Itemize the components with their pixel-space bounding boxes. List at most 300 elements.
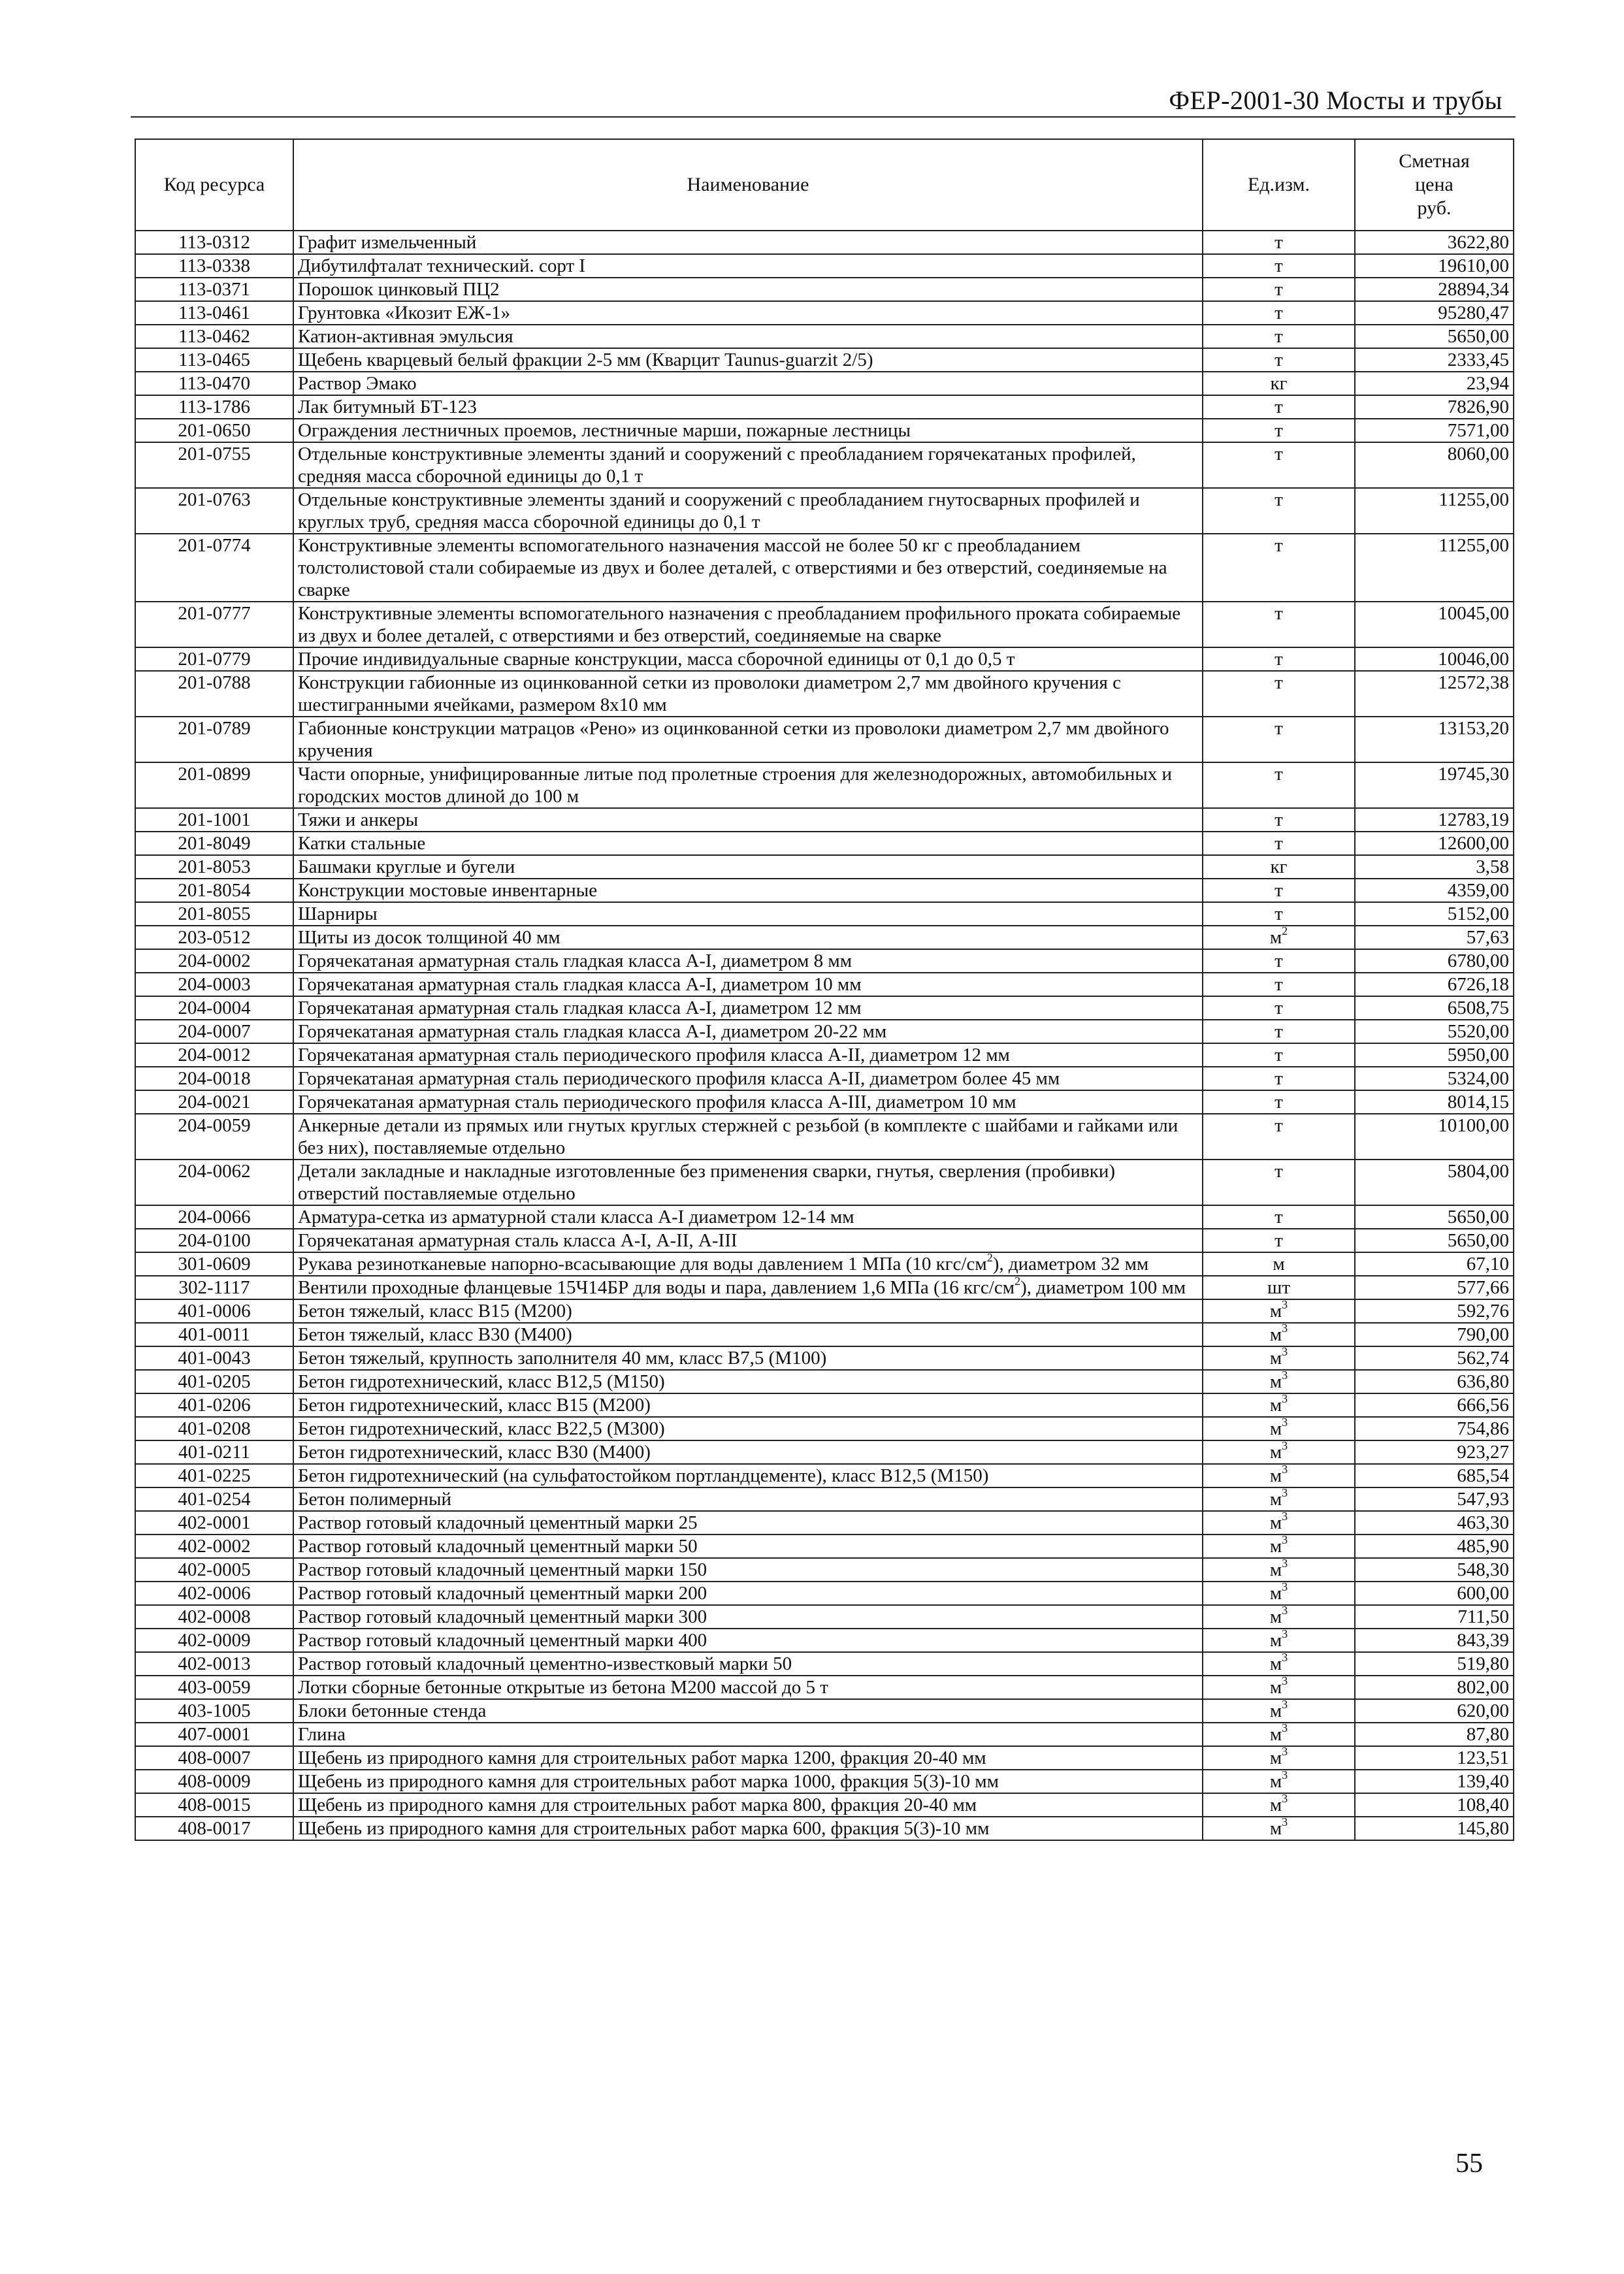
price-cell: 11255,00 xyxy=(1355,488,1514,534)
table-header-row xyxy=(135,139,1514,231)
price-cell: 3,58 xyxy=(1355,855,1514,879)
column-header-code xyxy=(135,139,293,231)
unit-cell xyxy=(1203,647,1355,671)
column-header-unit xyxy=(1203,139,1355,231)
unit-label: м xyxy=(1269,1512,1282,1533)
resource-code-cell: 204-0004 xyxy=(135,996,293,1020)
resource-name-part: Вентили проходные фланцевые 15Ч14БР для воды и пара, давлением 1,6 МПа (16 кгс/см xyxy=(298,1277,1015,1298)
resource-name-cell: Бетон гидротехнический (на сульфатостойком портландцементе), класс В12,5 (М150) xyxy=(293,1464,1203,1487)
table-row xyxy=(135,973,1514,996)
resource-name-part: ), диаметром 32 мм xyxy=(992,1254,1149,1275)
resource-name-superscript: 2 xyxy=(986,1251,993,1265)
resource-code-cell: 201-0763 xyxy=(135,488,293,534)
table-row xyxy=(135,1746,1514,1770)
unit-superscript: 3 xyxy=(1282,1416,1288,1429)
unit-cell xyxy=(1203,879,1355,902)
unit-label: м xyxy=(1269,1630,1282,1651)
unit-label: м xyxy=(1269,1324,1282,1345)
price-cell: 5324,00 xyxy=(1355,1067,1514,1090)
resource-code-cell: 402-0002 xyxy=(135,1535,293,1558)
unit-label: м xyxy=(1269,1795,1282,1815)
table-row xyxy=(135,1605,1514,1629)
unit-superscript: 3 xyxy=(1282,1674,1288,1688)
unit-cell xyxy=(1203,1817,1355,1840)
unit-label: т xyxy=(1275,397,1283,417)
resource-name-part: Рукава резинотканевые напорно-всасывающие для воды давлением 1 МПа (10 кгс/см xyxy=(298,1254,987,1275)
resource-code-cell: 408-0015 xyxy=(135,1793,293,1817)
resource-name-cell: Бетон гидротехнический, класс В22,5 (М300) xyxy=(293,1417,1203,1440)
table-row xyxy=(135,1393,1514,1417)
price-cell: 10045,00 xyxy=(1355,602,1514,647)
price-cell: 12600,00 xyxy=(1355,832,1514,855)
unit-superscript: 3 xyxy=(1282,1463,1288,1476)
unit-label: м xyxy=(1269,1395,1282,1416)
resource-name-cell: Горячекатаная арматурная сталь гладкая класса А-I, диаметром 8 мм xyxy=(293,949,1203,973)
resource-name-cell: Раствор готовый кладочный цементно-известковый марки 50 xyxy=(293,1652,1203,1676)
unit-label: м xyxy=(1269,1583,1282,1604)
price-cell: 13153,20 xyxy=(1355,717,1514,762)
unit-label: т xyxy=(1275,279,1283,300)
resource-name-cell: Раствор готовый кладочный цементный марки 200 xyxy=(293,1582,1203,1605)
resource-code-cell: 113-1786 xyxy=(135,395,293,419)
unit-cell xyxy=(1203,949,1355,973)
unit-cell xyxy=(1203,1043,1355,1067)
price-cell: 19610,00 xyxy=(1355,254,1514,278)
price-cell: 5650,00 xyxy=(1355,1205,1514,1229)
table-row xyxy=(135,419,1514,442)
unit-label: т xyxy=(1275,998,1283,1018)
unit-label: м xyxy=(1269,1301,1282,1322)
unit-label: т xyxy=(1275,809,1283,830)
resource-code-cell: 204-0021 xyxy=(135,1090,293,1114)
resource-name-cell: Бетон гидротехнический, класс В30 (М400) xyxy=(293,1440,1203,1464)
unit-label: м xyxy=(1269,1418,1282,1439)
resource-name-cell: Горячекатаная арматурная сталь гладкая класса А-I, диаметром 20-22 мм xyxy=(293,1020,1203,1043)
unit-superscript: 3 xyxy=(1282,1604,1288,1617)
resource-code-cell: 201-0755 xyxy=(135,442,293,488)
table-row xyxy=(135,762,1514,808)
resource-name-cell: Отдельные конструктивные элементы зданий и сооружений с преобладанием гнутосварных профилей и круглых труб, средняя масса сборочной единицы до 0,1 т xyxy=(293,488,1203,534)
resource-name-cell: Бетон тяжелый, класс В30 (М400) xyxy=(293,1323,1203,1346)
price-cell: 28894,34 xyxy=(1355,278,1514,301)
unit-label: т xyxy=(1275,1161,1283,1182)
unit-label: м xyxy=(1269,1465,1282,1486)
unit-cell xyxy=(1203,325,1355,348)
resource-code-cell: 401-0211 xyxy=(135,1440,293,1464)
column-header-price-line1: Сметная xyxy=(1399,150,1470,172)
price-cell: 139,40 xyxy=(1355,1770,1514,1793)
price-cell: 2333,45 xyxy=(1355,348,1514,372)
price-cell: 666,56 xyxy=(1355,1393,1514,1417)
unit-cell xyxy=(1203,808,1355,832)
resource-code-cell: 402-0006 xyxy=(135,1582,293,1605)
resource-name-superscript: 2 xyxy=(1015,1275,1021,1288)
resource-name-cell: Раствор готовый кладочный цементный марки 50 xyxy=(293,1535,1203,1558)
resource-name-cell: Щебень из природного камня для строительных работ марка 600, фракция 5(3)-10 мм xyxy=(293,1817,1203,1840)
table-row xyxy=(135,879,1514,902)
table-row xyxy=(135,902,1514,926)
unit-cell xyxy=(1203,231,1355,254)
resource-code-cell: 402-0009 xyxy=(135,1629,293,1652)
price-cell: 12783,19 xyxy=(1355,808,1514,832)
table-row xyxy=(135,1793,1514,1817)
table-row xyxy=(135,1699,1514,1723)
column-header-price xyxy=(1355,139,1514,231)
column-header-price-line2: цена xyxy=(1415,174,1453,195)
unit-label: т xyxy=(1275,903,1283,924)
unit-label: м xyxy=(1269,1348,1282,1369)
resource-name-cell: Лак битумный БТ-123 xyxy=(293,395,1203,419)
resource-code-cell: 204-0012 xyxy=(135,1043,293,1067)
resource-name-cell: Раствор готовый кладочный цементный марки 150 xyxy=(293,1558,1203,1582)
unit-cell xyxy=(1203,996,1355,1020)
table-row xyxy=(135,254,1514,278)
resource-code-cell: 204-0003 xyxy=(135,973,293,996)
resource-code-cell: 113-0312 xyxy=(135,231,293,254)
resource-code-cell: 113-0371 xyxy=(135,278,293,301)
table-row xyxy=(135,926,1514,949)
unit-superscript: 3 xyxy=(1282,1369,1288,1382)
unit-cell xyxy=(1203,1114,1355,1160)
resource-code-cell: 403-1005 xyxy=(135,1699,293,1723)
unit-label: м xyxy=(1269,1771,1282,1792)
unit-cell xyxy=(1203,1323,1355,1346)
unit-label: т xyxy=(1275,1207,1283,1227)
table-row xyxy=(135,1558,1514,1582)
price-cell: 7826,90 xyxy=(1355,395,1514,419)
unit-superscript: 3 xyxy=(1282,1486,1288,1500)
price-cell: 562,74 xyxy=(1355,1346,1514,1370)
resource-name-cell: Щебень из природного камня для строительных работ марка 1200, фракция 20-40 мм xyxy=(293,1746,1203,1770)
table-row xyxy=(135,325,1514,348)
resource-name-cell: Графит измельченный xyxy=(293,231,1203,254)
unit-cell xyxy=(1203,254,1355,278)
price-cell: 6508,75 xyxy=(1355,996,1514,1020)
unit-label: м xyxy=(1269,1653,1282,1674)
resource-name-cell xyxy=(293,1252,1203,1276)
table-row xyxy=(135,1370,1514,1393)
table-row xyxy=(135,996,1514,1020)
table-row xyxy=(135,1417,1514,1440)
resource-name-cell: Бетон гидротехнический, класс В15 (М200) xyxy=(293,1393,1203,1417)
resource-name-cell: Горячекатаная арматурная сталь класса А-I, А-II, А-III xyxy=(293,1229,1203,1252)
resource-code-cell: 201-0777 xyxy=(135,602,293,647)
price-cell: 57,63 xyxy=(1355,926,1514,949)
resource-code-cell: 201-8049 xyxy=(135,832,293,855)
unit-cell xyxy=(1203,348,1355,372)
unit-label: м xyxy=(1269,1677,1282,1698)
resource-code-cell: 204-0002 xyxy=(135,949,293,973)
column-header-name-label: Наименование xyxy=(687,174,809,195)
unit-cell xyxy=(1203,832,1355,855)
price-cell: 5804,00 xyxy=(1355,1160,1514,1205)
resource-code-cell: 113-0462 xyxy=(135,325,293,348)
unit-cell xyxy=(1203,926,1355,949)
column-header-unit-label: Ед.изм. xyxy=(1247,174,1310,195)
unit-superscript: 3 xyxy=(1282,1533,1288,1547)
unit-cell xyxy=(1203,1676,1355,1699)
unit-label: т xyxy=(1275,764,1283,785)
price-cell: 577,66 xyxy=(1355,1276,1514,1299)
unit-label: т xyxy=(1275,880,1283,901)
unit-label: м xyxy=(1269,1489,1282,1510)
resource-name-cell: Конструктивные элементы вспомогательного назначения с преобладанием профильного проката собираемые из двух и более деталей, с отверстиями и без отверстий, соединяемые на сварке xyxy=(293,602,1203,647)
price-cell: 11255,00 xyxy=(1355,534,1514,602)
unit-superscript: 3 xyxy=(1282,1439,1288,1453)
resource-code-cell: 408-0009 xyxy=(135,1770,293,1793)
unit-label: т xyxy=(1275,255,1283,276)
price-cell: 4359,00 xyxy=(1355,879,1514,902)
price-cell: 5152,00 xyxy=(1355,902,1514,926)
resource-name-cell: Горячекатаная арматурная сталь периодического профиля класса А-III, диаметром 10 мм xyxy=(293,1090,1203,1114)
resource-code-cell: 201-8054 xyxy=(135,879,293,902)
resource-name-cell: Арматура-сетка из арматурной стали класса А-I диаметром 12-14 мм xyxy=(293,1205,1203,1229)
price-cell: 600,00 xyxy=(1355,1582,1514,1605)
table-row xyxy=(135,1440,1514,1464)
unit-cell xyxy=(1203,1629,1355,1652)
table-row xyxy=(135,1676,1514,1699)
price-cell: 67,10 xyxy=(1355,1252,1514,1276)
table-row xyxy=(135,301,1514,325)
table-row xyxy=(135,671,1514,717)
resource-code-cell: 204-0018 xyxy=(135,1067,293,1090)
unit-label: м xyxy=(1269,1700,1282,1721)
price-cell: 145,80 xyxy=(1355,1817,1514,1840)
resource-name-cell: Конструктивные элементы вспомогательного назначения массой не более 50 кг с преобладанием толстолистовой стали собираемые из двух и более деталей, с отверстиями и без отверстий, соединяемые на сварке xyxy=(293,534,1203,602)
unit-cell xyxy=(1203,1652,1355,1676)
resource-code-cell: 401-0006 xyxy=(135,1299,293,1323)
unit-label: т xyxy=(1275,232,1283,253)
unit-label: т xyxy=(1275,649,1283,670)
resource-code-cell: 408-0017 xyxy=(135,1817,293,1840)
resource-name-cell: Щебень кварцевый белый фракции 2-5 мм (Кварцит Taunus-guarzit 2/5) xyxy=(293,348,1203,372)
price-cell: 95280,47 xyxy=(1355,301,1514,325)
column-header-name xyxy=(293,139,1203,231)
unit-cell xyxy=(1203,1346,1355,1370)
resource-name-cell: Бетон полимерный xyxy=(293,1487,1203,1511)
resource-code-cell: 401-0011 xyxy=(135,1323,293,1346)
unit-cell xyxy=(1203,671,1355,717)
unit-cell xyxy=(1203,973,1355,996)
unit-label: т xyxy=(1275,349,1283,370)
resource-code-cell: 201-8055 xyxy=(135,902,293,926)
unit-superscript: 3 xyxy=(1282,1298,1288,1312)
unit-label: м xyxy=(1269,1724,1282,1745)
unit-cell xyxy=(1203,1605,1355,1629)
unit-label: м xyxy=(1269,1747,1282,1768)
table-row xyxy=(135,949,1514,973)
unit-superscript: 2 xyxy=(1282,924,1288,938)
resource-code-cell: 201-0789 xyxy=(135,717,293,762)
resource-code-cell: 201-8053 xyxy=(135,855,293,879)
resource-name-part: ), диаметром 100 мм xyxy=(1020,1277,1186,1298)
column-header-code-label: Код ресурса xyxy=(163,174,265,195)
resource-code-cell: 201-1001 xyxy=(135,808,293,832)
price-cell: 923,27 xyxy=(1355,1440,1514,1464)
table-row xyxy=(135,278,1514,301)
resource-name-cell: Блоки бетонные стенда xyxy=(293,1699,1203,1723)
unit-label: т xyxy=(1275,489,1283,510)
table-row xyxy=(135,1043,1514,1067)
table-row xyxy=(135,442,1514,488)
unit-label: м xyxy=(1269,1442,1282,1463)
table-row xyxy=(135,1067,1514,1090)
resource-name-cell: Горячекатаная арматурная сталь периодического профиля класса А-II, диаметром 12 мм xyxy=(293,1043,1203,1067)
unit-label: т xyxy=(1275,833,1283,854)
table-row xyxy=(135,1464,1514,1487)
unit-cell xyxy=(1203,1067,1355,1090)
unit-cell xyxy=(1203,301,1355,325)
price-cell: 8060,00 xyxy=(1355,442,1514,488)
table-row xyxy=(135,1252,1514,1276)
unit-cell xyxy=(1203,1370,1355,1393)
price-cell: 485,90 xyxy=(1355,1535,1514,1558)
resource-name-cell: Грунтовка «Икозит ЕЖ-1» xyxy=(293,301,1203,325)
resource-name-cell: Части опорные, унифицированные литые под пролетные строения для железнодорожных, автомобильных и городских мостов длиной до 100 м xyxy=(293,762,1203,808)
unit-superscript: 3 xyxy=(1282,1557,1288,1570)
unit-cell xyxy=(1203,1299,1355,1323)
table-row xyxy=(135,1346,1514,1370)
unit-label: м xyxy=(1273,1254,1285,1275)
price-cell: 463,30 xyxy=(1355,1511,1514,1535)
unit-cell xyxy=(1203,902,1355,926)
page-header-title: ФЕР-2001-30 Мосты и трубы xyxy=(1169,86,1502,115)
resource-name-cell: Конструкции мостовые инвентарные xyxy=(293,879,1203,902)
resource-code-cell: 402-0005 xyxy=(135,1558,293,1582)
resource-name-cell: Раствор готовый кладочный цементный марки 25 xyxy=(293,1511,1203,1535)
unit-cell xyxy=(1203,1558,1355,1582)
price-cell: 843,39 xyxy=(1355,1629,1514,1652)
price-cell: 5650,00 xyxy=(1355,325,1514,348)
unit-superscript: 3 xyxy=(1282,1792,1288,1806)
resource-code-cell: 204-0100 xyxy=(135,1229,293,1252)
resource-code-cell: 204-0007 xyxy=(135,1020,293,1043)
resource-code-cell: 113-0470 xyxy=(135,372,293,395)
unit-cell xyxy=(1203,1393,1355,1417)
resource-name-cell: Бетон тяжелый, класс В15 (М200) xyxy=(293,1299,1203,1323)
price-cell: 592,76 xyxy=(1355,1299,1514,1323)
unit-cell xyxy=(1203,1699,1355,1723)
table-row xyxy=(135,1020,1514,1043)
table-row xyxy=(135,1723,1514,1746)
resource-code-cell: 302-1117 xyxy=(135,1276,293,1299)
resource-code-cell: 401-0043 xyxy=(135,1346,293,1370)
table-row xyxy=(135,717,1514,762)
price-cell: 6726,18 xyxy=(1355,973,1514,996)
unit-superscript: 3 xyxy=(1282,1815,1288,1829)
table-row xyxy=(135,1160,1514,1205)
resource-name-cell: Раствор готовый кладочный цементный марки 400 xyxy=(293,1629,1203,1652)
unit-superscript: 3 xyxy=(1282,1580,1288,1594)
unit-cell xyxy=(1203,762,1355,808)
table-body xyxy=(135,231,1514,1840)
resource-name-cell: Лотки сборные бетонные открытые из бетона М200 массой до 5 т xyxy=(293,1676,1203,1699)
unit-label: м xyxy=(1269,1536,1282,1557)
unit-label: т xyxy=(1275,974,1283,995)
price-cell: 108,40 xyxy=(1355,1793,1514,1817)
table-row xyxy=(135,1299,1514,1323)
price-cell: 802,00 xyxy=(1355,1676,1514,1699)
table-row xyxy=(135,1276,1514,1299)
unit-cell xyxy=(1203,1229,1355,1252)
resource-name-cell xyxy=(293,1276,1203,1299)
resource-name-cell: Бетон гидротехнический, класс В12,5 (М150) xyxy=(293,1370,1203,1393)
resource-code-cell: 203-0512 xyxy=(135,926,293,949)
unit-cell xyxy=(1203,717,1355,762)
unit-cell xyxy=(1203,1535,1355,1558)
resource-name-cell: Катион-активная эмульсия xyxy=(293,325,1203,348)
table-row xyxy=(135,1090,1514,1114)
resource-code-cell: 401-0208 xyxy=(135,1417,293,1440)
resource-code-cell: 402-0001 xyxy=(135,1511,293,1535)
price-cell: 10046,00 xyxy=(1355,647,1514,671)
resource-code-cell: 408-0007 xyxy=(135,1746,293,1770)
unit-label: т xyxy=(1275,950,1283,971)
unit-cell xyxy=(1203,1160,1355,1205)
resource-code-cell: 201-0650 xyxy=(135,419,293,442)
price-cell: 5950,00 xyxy=(1355,1043,1514,1067)
resource-name-cell: Раствор готовый кладочный цементный марки 300 xyxy=(293,1605,1203,1629)
resource-code-cell: 401-0254 xyxy=(135,1487,293,1511)
resource-name-cell: Глина xyxy=(293,1723,1203,1746)
price-cell: 620,00 xyxy=(1355,1699,1514,1723)
unit-superscript: 3 xyxy=(1282,1345,1288,1359)
resource-name-cell: Щебень из природного камня для строительных работ марка 1000, фракция 5(3)-10 мм xyxy=(293,1770,1203,1793)
table-row xyxy=(135,372,1514,395)
unit-cell xyxy=(1203,442,1355,488)
resource-code-cell: 201-0779 xyxy=(135,647,293,671)
resource-name-cell: Тяжи и анкеры xyxy=(293,808,1203,832)
table-row xyxy=(135,534,1514,602)
resource-code-cell: 402-0013 xyxy=(135,1652,293,1676)
resource-name-cell: Анкерные детали из прямых или гнутых круглых стержней с резьбой (в комплекте с шайбами и гайками или без них), поставляемые отдельно xyxy=(293,1114,1203,1160)
resource-code-cell: 113-0338 xyxy=(135,254,293,278)
resource-code-cell: 204-0062 xyxy=(135,1160,293,1205)
resource-code-cell: 201-0774 xyxy=(135,534,293,602)
unit-cell xyxy=(1203,534,1355,602)
unit-cell xyxy=(1203,602,1355,647)
resource-code-cell: 401-0206 xyxy=(135,1393,293,1417)
unit-superscript: 3 xyxy=(1282,1721,1288,1735)
unit-label: м xyxy=(1269,1371,1282,1392)
resource-name-cell: Горячекатаная арматурная сталь гладкая класса А-I, диаметром 10 мм xyxy=(293,973,1203,996)
price-cell: 87,80 xyxy=(1355,1723,1514,1746)
price-cell: 636,80 xyxy=(1355,1370,1514,1393)
table-row xyxy=(135,1487,1514,1511)
unit-cell xyxy=(1203,1020,1355,1043)
table-row xyxy=(135,1652,1514,1676)
resource-name-cell: Прочие индивидуальные сварные конструкции, масса сборочной единицы от 0,1 до 0,5 т xyxy=(293,647,1203,671)
unit-label: кг xyxy=(1270,856,1288,877)
unit-label: м xyxy=(1269,1818,1282,1839)
unit-label: т xyxy=(1275,1092,1283,1113)
resource-name-cell: Конструкции габионные из оцинкованной сетки из проволоки диаметром 2,7 мм двойного кручения с шестигранными ячейками, размером 8x10 мм xyxy=(293,671,1203,717)
resource-code-cell: 113-0461 xyxy=(135,301,293,325)
unit-label: т xyxy=(1275,1045,1283,1065)
resource-name-cell: Раствор Эмако xyxy=(293,372,1203,395)
resource-name-cell: Башмаки круглые и бугели xyxy=(293,855,1203,879)
resource-code-cell: 401-0205 xyxy=(135,1370,293,1393)
resource-code-cell: 407-0001 xyxy=(135,1723,293,1746)
price-cell: 711,50 xyxy=(1355,1605,1514,1629)
price-cell: 23,94 xyxy=(1355,372,1514,395)
unit-label: м xyxy=(1269,1559,1282,1580)
price-cell: 7571,00 xyxy=(1355,419,1514,442)
unit-label: т xyxy=(1275,1115,1283,1136)
table-row xyxy=(135,1770,1514,1793)
table-row xyxy=(135,348,1514,372)
table-row xyxy=(135,231,1514,254)
